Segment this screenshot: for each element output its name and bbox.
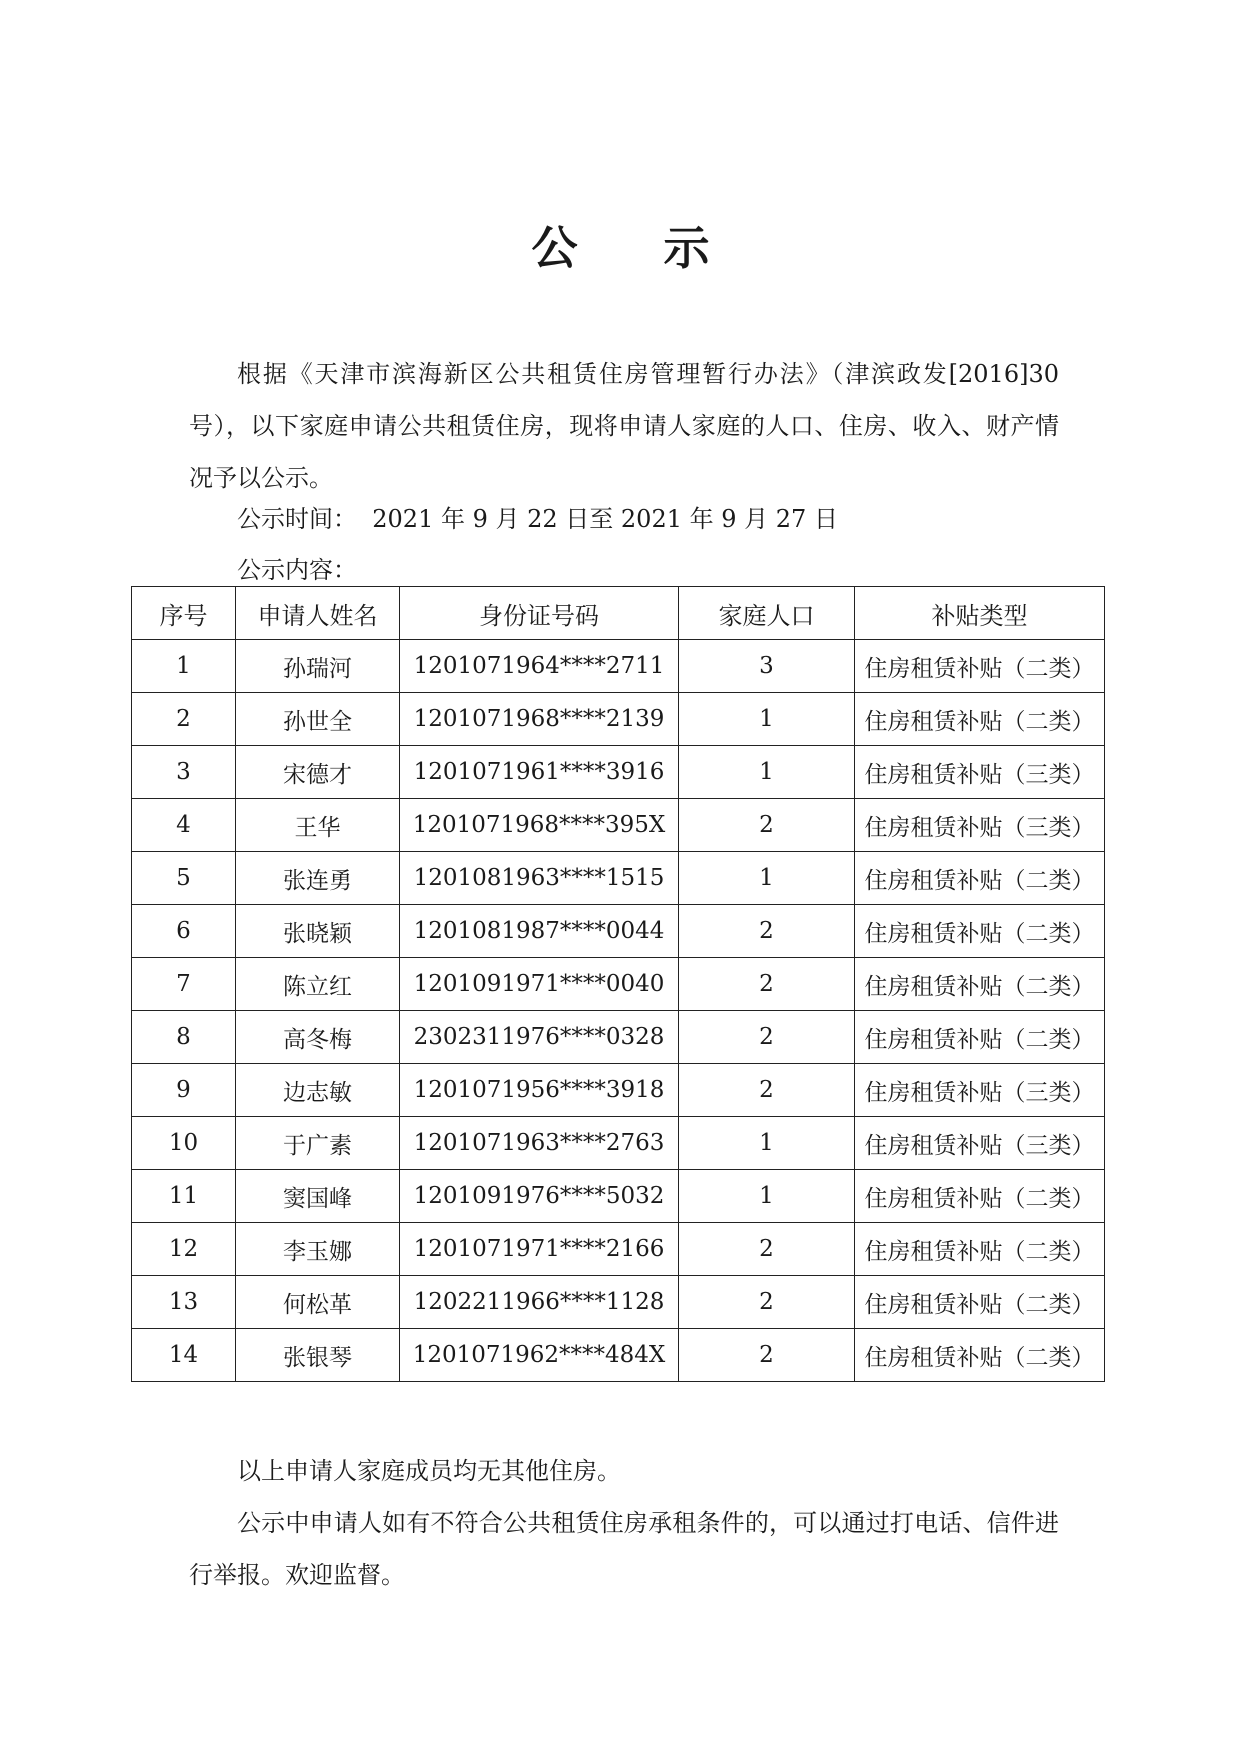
table-row <box>132 1117 1105 1170</box>
table-row <box>132 1064 1105 1117</box>
title-char-1: 公 <box>531 221 578 275</box>
header-id-number: 身份证号码 <box>400 587 679 640</box>
cell-applicant-name: 边志敏 <box>236 1064 400 1117</box>
table-row <box>132 1223 1105 1276</box>
footer-note: 以上申请人家庭成员均无其他住房。 <box>237 1457 621 1485</box>
cell-id-number: 1201071956****3918 <box>400 1064 679 1117</box>
table-row <box>132 905 1105 958</box>
cell-index: 12 <box>132 1223 236 1276</box>
cell-subsidy-type: 住房租赁补贴（二类） <box>855 958 1105 1011</box>
cell-id-number: 1201071962****484X <box>400 1329 679 1382</box>
footer-report-notice: 公示中申请人如有不符合公共租赁住房承租条件的，可以通过打电话、信件进行举报。欢迎监督。 <box>189 1509 1059 1589</box>
cell-applicant-name: 何松革 <box>236 1276 400 1329</box>
cell-index: 2 <box>132 693 236 746</box>
cell-household-size: 2 <box>679 799 855 852</box>
cell-index: 7 <box>132 958 236 1011</box>
cell-id-number: 1201071964****2711 <box>400 640 679 693</box>
content-label: 公示内容： <box>237 556 357 584</box>
cell-index: 11 <box>132 1170 236 1223</box>
cell-household-size: 2 <box>679 958 855 1011</box>
cell-applicant-name: 陈立红 <box>236 958 400 1011</box>
cell-household-size: 3 <box>679 640 855 693</box>
table-row <box>132 693 1105 746</box>
cell-index: 9 <box>132 1064 236 1117</box>
cell-household-size: 2 <box>679 1011 855 1064</box>
cell-applicant-name: 张晓颖 <box>236 905 400 958</box>
cell-index: 10 <box>132 1117 236 1170</box>
table-row <box>132 1329 1105 1382</box>
cell-subsidy-type: 住房租赁补贴（三类） <box>855 1117 1105 1170</box>
cell-index: 13 <box>132 1276 236 1329</box>
table-row <box>132 640 1105 693</box>
table-row <box>132 1011 1105 1064</box>
header-subsidy-type: 补贴类型 <box>855 587 1105 640</box>
header-index: 序号 <box>132 587 236 640</box>
cell-applicant-name: 窦国峰 <box>236 1170 400 1223</box>
header-applicant-name: 申请人姓名 <box>236 587 400 640</box>
cell-subsidy-type: 住房租赁补贴（三类） <box>855 799 1105 852</box>
cell-household-size: 1 <box>679 1170 855 1223</box>
cell-subsidy-type: 住房租赁补贴（二类） <box>855 1276 1105 1329</box>
title-char-2: 示 <box>663 221 710 275</box>
cell-applicant-name: 孙瑞河 <box>236 640 400 693</box>
cell-household-size: 1 <box>679 852 855 905</box>
table-row <box>132 746 1105 799</box>
cell-subsidy-type: 住房租赁补贴（三类） <box>855 1064 1105 1117</box>
cell-subsidy-type: 住房租赁补贴（二类） <box>855 1223 1105 1276</box>
table-row <box>132 799 1105 852</box>
cell-applicant-name: 张连勇 <box>236 852 400 905</box>
cell-applicant-name: 于广素 <box>236 1117 400 1170</box>
header-household-size: 家庭人口 <box>679 587 855 640</box>
cell-subsidy-type: 住房租赁补贴（二类） <box>855 693 1105 746</box>
cell-index: 14 <box>132 1329 236 1382</box>
cell-id-number: 1201091976****5032 <box>400 1170 679 1223</box>
cell-applicant-name: 王华 <box>236 799 400 852</box>
cell-id-number: 1201071968****395X <box>400 799 679 852</box>
cell-subsidy-type: 住房租赁补贴（二类） <box>855 852 1105 905</box>
cell-household-size: 2 <box>679 1276 855 1329</box>
table-row <box>132 1170 1105 1223</box>
cell-index: 6 <box>132 905 236 958</box>
cell-id-number: 1201071971****2166 <box>400 1223 679 1276</box>
cell-household-size: 2 <box>679 1064 855 1117</box>
applicant-table <box>131 586 1105 1382</box>
cell-household-size: 2 <box>679 1223 855 1276</box>
cell-id-number: 1201071968****2139 <box>400 693 679 746</box>
cell-applicant-name: 李玉娜 <box>236 1223 400 1276</box>
cell-index: 8 <box>132 1011 236 1064</box>
cell-index: 3 <box>132 746 236 799</box>
table-row <box>132 958 1105 1011</box>
cell-subsidy-type: 住房租赁补贴（二类） <box>855 1329 1105 1382</box>
publication-time: 公示时间： 2021 年 9 月 22 日至 2021 年 9 月 27 日 <box>237 505 838 533</box>
cell-id-number: 1202211966****1128 <box>400 1276 679 1329</box>
cell-id-number: 1201071961****3916 <box>400 746 679 799</box>
cell-id-number: 1201081987****0044 <box>400 905 679 958</box>
cell-id-number: 2302311976****0328 <box>400 1011 679 1064</box>
cell-applicant-name: 张银琴 <box>236 1329 400 1382</box>
cell-subsidy-type: 住房租赁补贴（二类） <box>855 905 1105 958</box>
cell-id-number: 1201081963****1515 <box>400 852 679 905</box>
cell-household-size: 1 <box>679 1117 855 1170</box>
intro-paragraph: 根据《天津市滨海新区公共租赁住房管理暂行办法》（津滨政发[2016]30号），以下家庭申请公共租赁住房，现将申请人家庭的人口、住房、收入、财产情况予以公示。 <box>189 360 1059 492</box>
cell-household-size: 2 <box>679 1329 855 1382</box>
cell-id-number: 1201091971****0040 <box>400 958 679 1011</box>
cell-household-size: 1 <box>679 746 855 799</box>
table-row <box>132 1276 1105 1329</box>
page-title <box>0 212 1241 278</box>
table-header-row <box>132 587 1105 640</box>
cell-subsidy-type: 住房租赁补贴（二类） <box>855 1011 1105 1064</box>
cell-subsidy-type: 住房租赁补贴（二类） <box>855 1170 1105 1223</box>
cell-index: 5 <box>132 852 236 905</box>
cell-id-number: 1201071963****2763 <box>400 1117 679 1170</box>
cell-applicant-name: 高冬梅 <box>236 1011 400 1064</box>
cell-applicant-name: 孙世全 <box>236 693 400 746</box>
table-row <box>132 852 1105 905</box>
cell-subsidy-type: 住房租赁补贴（三类） <box>855 746 1105 799</box>
cell-household-size: 1 <box>679 693 855 746</box>
cell-index: 4 <box>132 799 236 852</box>
cell-applicant-name: 宋德才 <box>236 746 400 799</box>
table-body <box>132 640 1105 1382</box>
cell-index: 1 <box>132 640 236 693</box>
cell-household-size: 2 <box>679 905 855 958</box>
cell-subsidy-type: 住房租赁补贴（二类） <box>855 640 1105 693</box>
